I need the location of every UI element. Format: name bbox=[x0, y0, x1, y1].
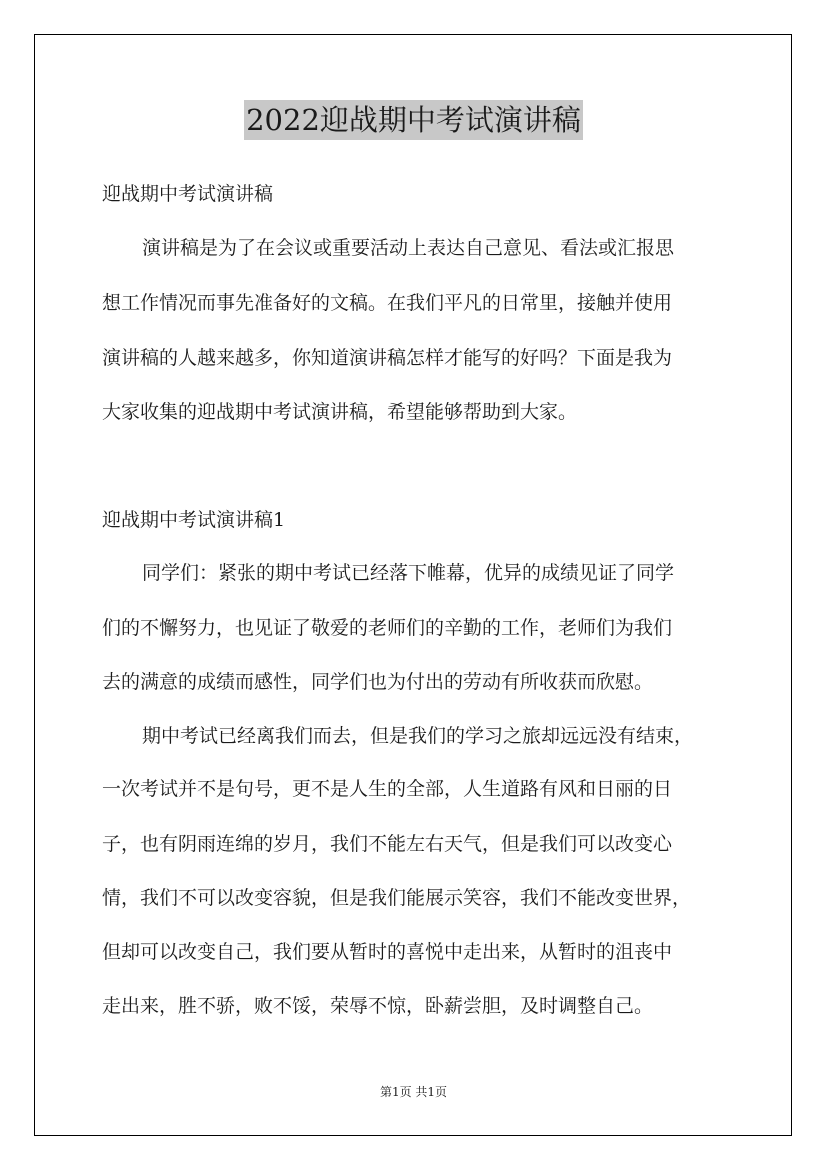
paragraph-1-line-1: 同学们：紧张的期中考试已经落下帷幕，优异的成绩见证了同学 bbox=[142, 562, 675, 584]
paragraph-2-line-1: 期中考试已经离我们而去，但是我们的学习之旅却远远没有结束， bbox=[142, 725, 694, 747]
intro-heading: 迎战期中考试演讲稿 bbox=[102, 183, 274, 205]
page-footer: 第1页 共1页 bbox=[379, 1085, 448, 1099]
paragraph-2-line-6: 走出来，胜不骄，败不馁，荣辱不惊，卧薪尝胆，及时调整自己。 bbox=[102, 995, 654, 1017]
section-heading: 迎战期中考试演讲稿1 bbox=[102, 509, 286, 531]
intro-line-3: 演讲稿的人越来越多，你知道演讲稿怎样才能写的好吗？下面是我为 bbox=[102, 347, 673, 369]
paragraph-2-line-3: 子，也有阴雨连绵的岁月，我们不能左右天气，但是我们可以改变心 bbox=[102, 833, 673, 855]
intro-line-4: 大家收集的迎战期中考试演讲稿，希望能够帮助到大家。 bbox=[102, 401, 578, 423]
paragraph-1-line-2: 们的不懈努力，也见证了敬爱的老师们的辛勤的工作，老师们为我们 bbox=[102, 617, 673, 639]
document-title bbox=[0, 100, 827, 140]
paragraph-1-line-3: 去的满意的成绩而感性，同学们也为付出的劳动有所收获而欣慰。 bbox=[102, 671, 654, 693]
intro-line-1: 演讲稿是为了在会议或重要活动上表达自己意见、看法或汇报思 bbox=[142, 237, 675, 259]
document-title-text: 2022迎战期中考试演讲稿 bbox=[244, 100, 583, 140]
paragraph-2-line-5: 但却可以改变自己，我们要从暂时的喜悦中走出来，从暂时的沮丧中 bbox=[102, 941, 673, 963]
paragraph-2-line-2: 一次考试并不是句号，更不是人生的全部，人生道路有风和日丽的日 bbox=[102, 778, 673, 800]
intro-line-2: 想工作情况而事先准备好的文稿。在我们平凡的日常里，接触并使用 bbox=[102, 292, 673, 314]
paragraph-2-line-4: 情，我们不可以改变容貌，但是我们能展示笑容，我们不能改变世界， bbox=[102, 887, 692, 909]
